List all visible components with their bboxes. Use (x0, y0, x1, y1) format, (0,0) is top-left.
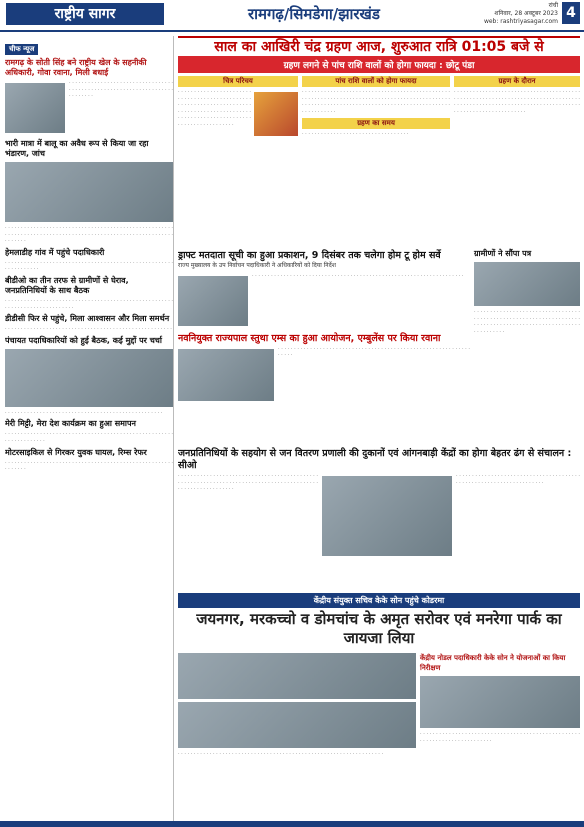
story4-headline: जनप्रतिनिधियों के सहयोग से जन वितरण प्रणाली की दुकानों एवं आंगनबाड़ी केंद्रों का होगा बेहतर ढंग से संचालन : सीओ (178, 448, 572, 471)
left-story2-headline: भारी मात्रा में बालू का अवैध रूप से किया जा रहा भंडारण, जांच (5, 139, 149, 158)
body-text: · · · · · · · · · · · · · · · · · · · · · · · · · · · · · · · · · · · · · · · · · · · · · · · · · · · · · · · · · · · · (5, 459, 173, 473)
section-tag: चीफ न्यूज (5, 44, 38, 55)
story3-headline: नवनियुक्त राज्यपाल स्तुथा एम्स का हुआ आयोजन, एम्बुलेंस पर किया रवाना (178, 332, 441, 344)
body-text: · · · · · · · · · · · · · · · · · · · · · · · · · · · · · · · · · · · · · · · · · · · · · · · · · · · · · · · · · · · · · · · · · · · (252, 272, 464, 279)
brand-logo: राष्ट्रीय सागर (6, 3, 164, 25)
left-story6-headline: पंचायत पदाधिकारियों को हुई बैठक, कई मुद्दों पर चर्चा (5, 335, 162, 345)
eclipse-col3 (454, 76, 580, 246)
left-story3-headline: हेमलाडीह गांव में पहुंचे पदाधिकारी (5, 247, 105, 257)
body-text: · · · · · · · · · · · · · · · · · · · · · · · · · · · · · · · · · · · · · · · · · · · · · · · · · · · · · · · · · · · · · · · · · · · · · · · · · · · · · · · · · · · · · · · · · · · · · · · · · · · · · · · · · · · · · · · · · · · · · · · · · · · · · · · · · · · · · · · · · · · · · · · · · · · · · · · · (302, 89, 450, 115)
body-text: · · · · · · · · · · · · · · · · · · · · · · · · · · · · · · · · · · · · · · · · · · · · · · · · · · · · · · · · · · · · · · · · · · · · · · · · · · · · · · · · · · · · · · · · · · · · · · · · · · · · · · · · · · · · · · · · · · · · · · · · · · · · · · · · · · · · · · · · · · · · · · · (454, 89, 580, 115)
sand-site-photo (5, 162, 173, 222)
meeting-group-photo (322, 476, 452, 556)
body-text: · · · · · · · · · · · · · · · · · · · · · · · · · · · · · · · · · · · · · · · · · · · · · · · · · · · · · · · · · · · · · · · · · · · · · · · · · · · (5, 297, 173, 311)
masthead (0, 0, 584, 32)
page-number: 4 (562, 2, 580, 24)
body-text: · · · · · · · · · · · · · · · · · · · · · · · · · · · · · · · · · · (302, 131, 409, 138)
memorandum-photo (474, 262, 580, 306)
lead-headline: साल का आखिरी चंद्र ग्रहण आज, शुरुआत रात्रि 01:05 बजे से (178, 36, 580, 56)
story4-body (178, 473, 580, 593)
box4-head: ग्रहण के दौरान (454, 76, 580, 87)
big-headline: जयनगर, मरकच्चो व डोमचांच के अमृत सरोवर एवं मनरेगा पार्क का जायजा लिया (196, 610, 562, 647)
dateline-city: रांची (548, 2, 558, 9)
eclipse-col2 (302, 76, 450, 246)
body-text: · · · · · · · · · · · · · · · · · · · · · · · · · · · · · · · · · · · · · · · · · · · · · · · · · · · · · · · · · · · · · · · · · · · · · · · · · (420, 731, 580, 744)
body-text: · · · · · · · · · · · · · · · · · · · · · · · · · · · · · · · · · · · · · · · · · · · · · · · · · · · · · (5, 326, 172, 333)
priest-photo (254, 92, 298, 136)
voter-list-section (178, 246, 580, 446)
left-story1-headline: रामगढ़ के सोती सिंह बने राष्ट्रीय खेल के सहनीकी अधिकारी, गोवा रवाना, मिली बधाई (5, 58, 147, 77)
portrait-photo (5, 83, 65, 133)
lead-subheadline: ग्रहण लगने से पांच राशि वालों को होगा फायदा : छोटू पंडा (178, 56, 580, 73)
body-text: · · · · · · · · · · · · · · · · · · · · · · · · · · · · · · · · · · · · · · · · · · · · · · · · · · · · · · · · · · · · · · · · · · · · · · · · · · · · · · · · · · · · · · · · · · · · · · · · · · · · · · · · · · · · · · · · · · · · · · · · · · · · · · · · · · · · · (178, 89, 251, 128)
box3-head: ग्रहण का समय (302, 118, 450, 129)
ambulance-photo (178, 349, 274, 401)
story2-headline: ड्राफ्ट मतदाता सूची का हुआ प्रकाशन, 9 दिसंबर तक चलेगा होम टू होम सर्वे (178, 250, 441, 261)
body-text: · · · · · · · · · · · · · · · · · · · · · · · · · · · · · · · · · · · · · · · · · · · · · · · · · · · · · · · · · · · · · · · · (5, 259, 173, 273)
eclipse-section (178, 76, 580, 246)
edition-title: रामगढ़/सिमडेगा/झारखंड (248, 5, 380, 23)
body-text: · · · · · · · · · · · · · · · · · · · · · · · · · · · · · · · · · · · · · · · · · · · · · · · · · · · · · · · · · · · · · · · · · (178, 751, 384, 757)
body-text: · · · · · · · · · · · · · · · · · · · · · · · · · · · · · · · · · · · · · · · · · · · · · · · · · · · · · · · · · · · · · · · · · · (5, 431, 173, 444)
body-text: · · · · · · · · · · · · · · · · · · · · · · · · · · · · · · · · · · · · · · · · · · · · · · · · · · · · · · · · · · · · · · · · · · · · · · · · · · · · · · · · · · · · · · · · · · · · · · · · · · · · · · · · · · (178, 473, 318, 493)
bottom-section (178, 650, 580, 761)
box1-head: चित्र परिचय (178, 76, 298, 87)
body-text: · · · · · · · · · · · · · · · · · · · · · · · · · · · · · · · · · · · · · · · · · · · · · · · · · · (5, 409, 163, 416)
inspection-photo (420, 676, 580, 728)
left-story8-headline: मोटरसाइकिल से गिरकर युवक घायल, रिम्स रेफर (5, 447, 147, 457)
left-column (5, 36, 174, 821)
right-sidebar-story (474, 246, 580, 446)
dateline (484, 2, 558, 26)
eclipse-col1 (178, 76, 298, 246)
body-text: · · · · · · · · · · · · · · · · · · · · · · · · · · · · · · · · · · · · · · · · · · · · · · · · · · · · · · · · · · · · · · · · · (278, 345, 470, 359)
dateline-date: शनिवार, 28 अक्टूबर 2023 (494, 10, 558, 17)
main-column (178, 36, 580, 821)
bottom-right (420, 650, 580, 761)
voter-list-story (178, 246, 470, 446)
story2-right-headline: ग्रामीणों ने सौंपा पत्र (474, 249, 532, 258)
site-photo-2 (178, 702, 416, 748)
left-story4-headline: बीडीओ का तीन तरफ से ग्रामीणों से घेराव, जनप्रतिनिधियों के साथ बैठक (5, 275, 129, 295)
footer-bar (0, 821, 584, 827)
story2-subheadline: राज्य मुख्यालय के उप निर्वाचन पदाधिकारी ने अधिकारियों को दिया निर्देश (178, 262, 336, 269)
site-photo-1 (178, 653, 416, 699)
banner-mid: केंद्रीय संयुक्त सचिव केके सोन पहुंचे कोडरमा (178, 593, 580, 608)
meeting-photo (5, 349, 173, 407)
left-story7-headline: मेरी मिट्टी, मेरा देश कार्यक्रम का हुआ समापन (5, 419, 136, 429)
officials-photo (178, 276, 248, 326)
left-story5-headline: डीडीसी फिर से पहुंचे, मिला आश्वासन और मिला समर्थन (5, 314, 170, 324)
body-text: · · · · · · · · · · · · · · · · · · · · · · · · · · · · · · · · · · · · · · · · · · · · · · · · · · · · · · · · · · · · · · · · · · · · · · · · · · · · · · · · · · · · · · · · · · · · · · · · · · · · · · · · · · · · · · · · · (5, 225, 173, 245)
body-text: · · · · · · · · · · · · · · · · · · · · · · · · · · · · · · · · · · · · · · · · · · · · · · · · · · · · · · · · · · · · · · · · · · · · · · · · · · · · · · · · · · · · · · · · · · · · · · · · · · · · · · · · · · · · · (474, 309, 580, 335)
body-text: · · · · · · · · · · · · · · · · · · · · · · · · · · · · · · · · · · · · · · · · · · · · · · · · · · · · · · · · · · · · · · · · · · · · · · · · · · (69, 80, 173, 100)
bottom-left (178, 650, 416, 761)
big-right-subheadline: केंद्रीय नोडल पदाधिकारी केके सोन ने योजनाओं का किया निरीक्षण (420, 654, 566, 672)
story2-body (178, 273, 470, 329)
story3-body (178, 346, 470, 404)
body-text: · · · · · · · · · · · · · · · · · · · · · · · · · · · · · · · · · · · · · · · · · · · · · · · · · · · · · · · · · · · · · · · · · · · (456, 473, 580, 486)
box2-head: पांच राशि वालों को होगा फायदा (302, 76, 450, 87)
dateline-website[interactable]: web: rashtriyasagar.com (483, 18, 558, 25)
